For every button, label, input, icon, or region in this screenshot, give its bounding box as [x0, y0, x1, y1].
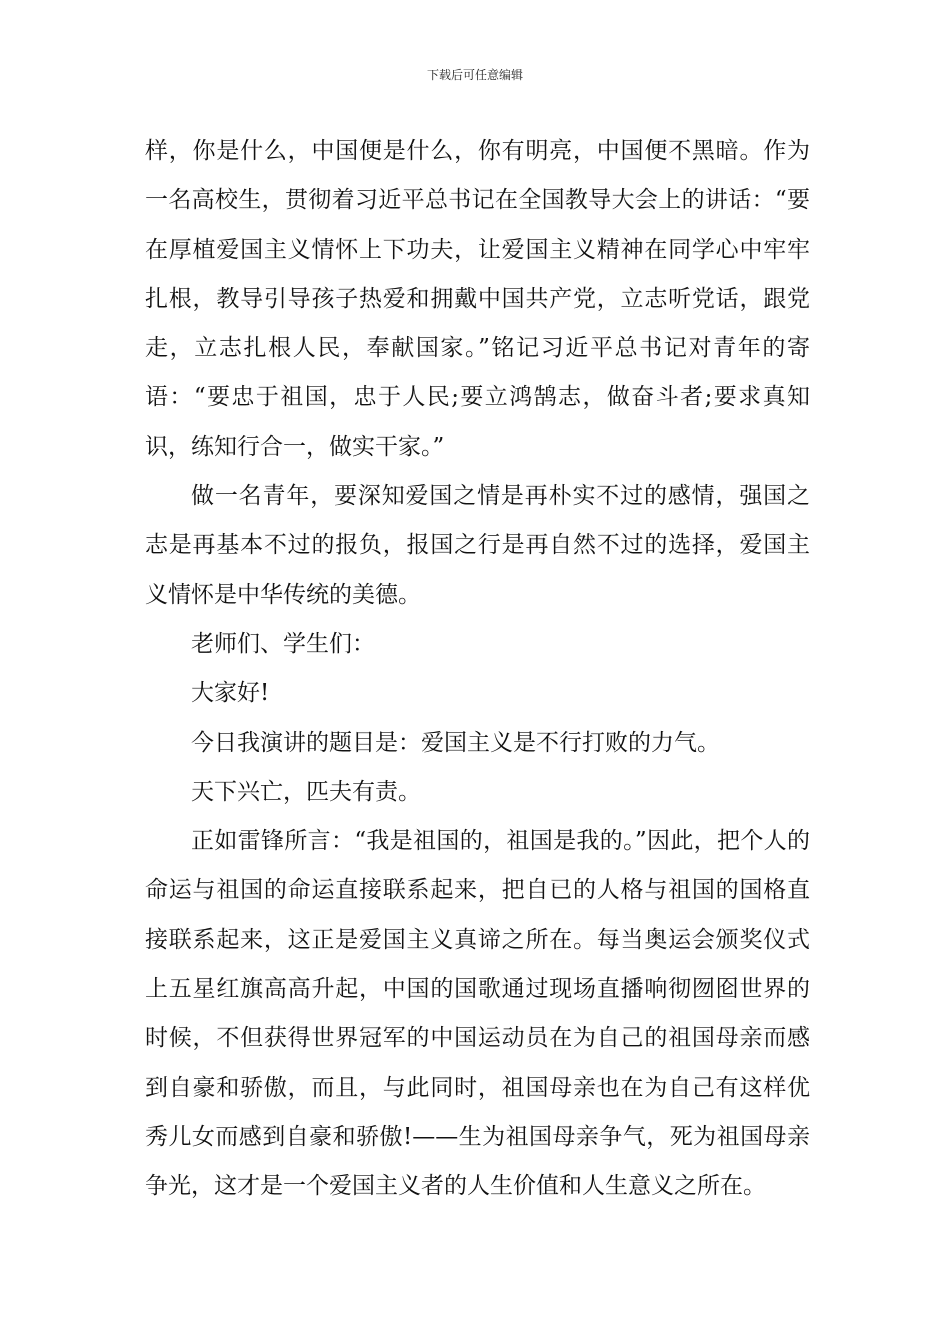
paragraph-youth: 做一名青年，要深知爱国之情是再朴实不过的感情，强国之志是再基本不过的报负，报国之行是再自然不过的选择，爱国主义情怀是中华传统的美德。: [145, 483, 810, 608]
document-body: [145, 127, 810, 1212]
paragraph-topic: 今日我演讲的题目是：爱国主义是不行打败的力气。: [191, 729, 720, 756]
paragraph-greeting: 大家好!: [191, 680, 270, 707]
paragraph-motto: 天下兴亡，匹夫有责。: [191, 778, 421, 805]
paragraph-continued: 样，你是什么，中国便是什么，你有明亮，中国便不黑暗。作为一名高校生，贯彻着习近平总书记在全国教导大会上的讲话：“要在厚植爱国主义情怀上下功夫，让爱国主义精神在同学心中牢牢扎根，教导引导孩子热爱和拥戴中国共产党，立志听党话，跟党走，立志扎根人民，奉献国家。”铭记习近平总书记对青年的寄语：“要忠于祖国，忠于人民;要立鸿鹄志，做奋斗者;要求真知识，练知行合一，做实干家。”: [145, 138, 810, 460]
paragraph-leifeng: 正如雷锋所言：“我是祖国的，祖国是我的。”因此，把个人的命运与祖国的命运直接联系起来，把自已的人格与祖国的国格直接联系起来，这正是爱国主义真谛之所在。每当奥运会颁奖仪式上五星红旗高高升起，中国的国歌通过现场直播响彻囫囵世界的时候，不但获得世界冠军的中国运动员在为自己的祖国母亲而感到自豪和骄傲，而且，与此同时，祖国母亲也在为自己有这样优秀儿女而感到自豪和骄傲!——生为祖国母亲争气，死为祖国母亲争光，这才是一个爱国主义者的人生价值和人生意义之所在。: [145, 828, 810, 1200]
paragraph-salutation: 老师们、学生们：: [191, 630, 375, 657]
header-note: 下载后可任意编辑: [426, 68, 523, 82]
